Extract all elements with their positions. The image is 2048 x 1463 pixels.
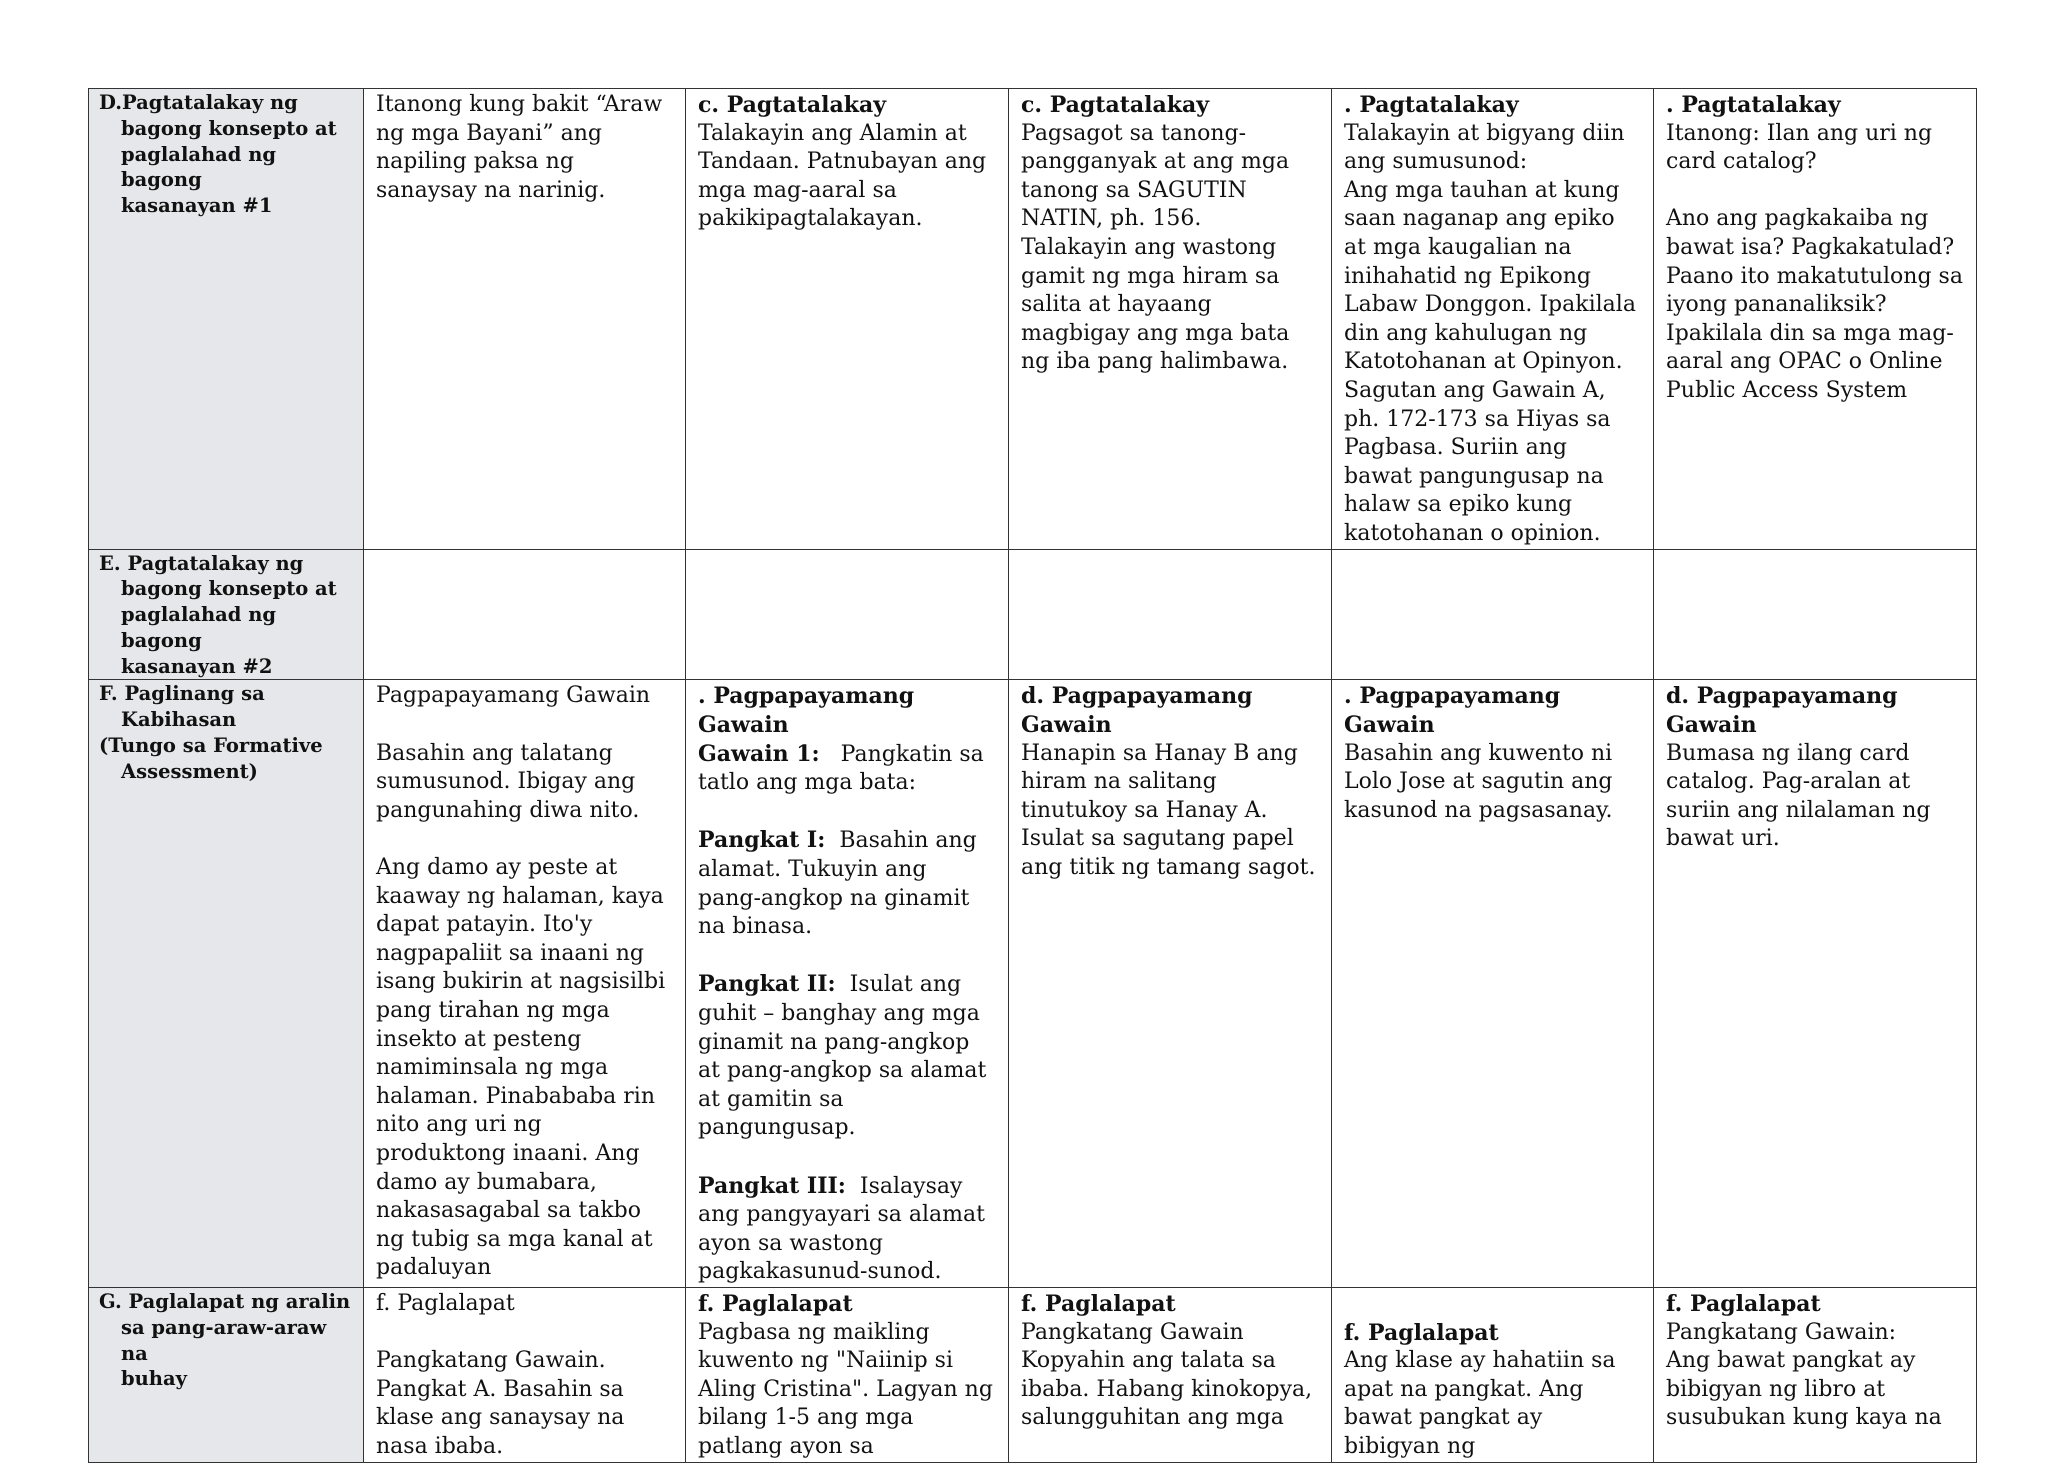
cell-f-day4 (1332, 680, 1654, 1287)
cell-d-day2 (686, 89, 1009, 550)
table-row-g (89, 1287, 1977, 1462)
cell-f-day5 (1654, 680, 1977, 1287)
cell-body: Talakayin at bigyang diin ang sumusunod: Ang mga tauhan at kung saan naganap ang epiko at mga kaugalian na inihahatid ng Epikong Labaw Donggon. Ipakilala din ang kahulugan ng Katotohanan at Opinyon. Sagutan ang Gawain A, ph. 172-173 sa Hiyas sa Pagbasa. Suriin ang bawat pangungusap na halaw sa epiko kung katotohanan o opinion. (1344, 120, 1636, 546)
cell-d-day4 (1332, 89, 1654, 550)
cell-e-day1 (364, 549, 686, 680)
cell-e-day5 (1654, 549, 1977, 680)
group-text: Isulat ang guhit – banghay ang mga ginamit na pang-angkop at pang-angkop sa alamat at gamitin sa pangungusap. (698, 972, 994, 1141)
table-row-e (89, 549, 1977, 680)
cell-title: d. Pagpapayamang Gawain (1021, 683, 1253, 739)
label-line: kasanayan #2 (121, 654, 273, 678)
cell-body: Basahin ang kuwento ni Lolo Jose at sagutin ang kasunod na pagsasanay. (1344, 740, 1620, 823)
group-pangkat-1 (698, 826, 996, 941)
cell-d-day3 (1009, 89, 1332, 550)
cell-e-day4 (1332, 549, 1654, 680)
cell-g-day5 (1654, 1287, 1977, 1462)
row-label-f (89, 680, 364, 1287)
cell-title: . Pagpapayamang Gawain (698, 683, 915, 739)
cell-title: . Pagtatalakay (1344, 92, 1519, 118)
table-row-d (89, 89, 1977, 550)
cell-body: Pagsagot sa tanong-pangganyak at ang mga tanong sa SAGUTIN NATIN, ph. 156. Talakayin ang wastong gamit ng mga hiram sa salita at hayaang magbigay ang mga bata ng iba pang halimbawa. (1021, 120, 1290, 375)
label-line: D.Pagtatalakay ng (99, 91, 298, 114)
label-line: (Tungo sa Formative (99, 734, 323, 758)
cell-title: f. Paglalapat (1666, 1290, 1821, 1317)
cell-title: . Pagtatalakay (1666, 92, 1841, 118)
group-lead: Gawain 1: (698, 740, 820, 767)
cell-f-day1 (364, 680, 686, 1287)
cell-g-day4 (1332, 1287, 1654, 1462)
label-line: kasanayan #1 (121, 194, 273, 218)
group-text: Isalaysay ang pangyayari sa alamat ayon sa wastong pagkakasunud-sunod. (698, 1173, 992, 1285)
cell-body: Pagbasa ng maikling kuwento ng "Naiinip si Aling Cristina". Lagyan ng bilang 1-5 ang mga patlang ayon sa (698, 1319, 1000, 1459)
group-text: Basahin ang alamat. Tukuyin ang pang-angkop na ginamit na binasa. (698, 828, 984, 940)
label-line: paglalahad ng bagong (121, 142, 277, 192)
cell-body: Talakayin ang Alamin at Tandaan. Patnubayan ang mga mag-aaral sa pakikipagtalakayan. (698, 120, 994, 232)
cell-body: Itanong: Ilan ang uri ng card catalog? Ano ang pagkakaiba ng bawat isa? Pagkakatulad? Paano ito makatutulong sa iyong pananaliksik? Ipakilala din sa mga mag-aaral ang OPAC o Online Public Access System (1666, 120, 1963, 403)
cell-g-day1 (364, 1287, 686, 1462)
cell-body: Hanapin sa Hanay B ang hiram na salitang tinutukoy sa Hanay A. Isulat sa sagutang papel ang titik ng tamang sagot. (1021, 740, 1316, 881)
cell-body: Pangkatang Gawain: Ang bawat pangkat ay bibigyan ng libro at susubukan kung kaya na (1666, 1319, 1942, 1431)
row-label-e (89, 549, 364, 680)
cell-g-day3 (1009, 1287, 1332, 1462)
group-lead: Pangkat II: (698, 971, 836, 998)
label-line: sa pang-araw-araw na (121, 1315, 327, 1365)
label-line: bagong konsepto at (121, 577, 337, 601)
group-lead: Pangkat III: (698, 1172, 846, 1199)
group-pangkat-2 (698, 970, 996, 1143)
cell-body: Pangkatang Gawain Kopyahin ang talata sa ibaba. Habang kinokopya, salungguhitan ang mga (1021, 1319, 1313, 1431)
label-line: Kabihasan (121, 708, 237, 732)
cell-g-day2 (686, 1287, 1009, 1462)
cell-title: f. Paglalapat (698, 1290, 853, 1317)
row-label-d (89, 89, 364, 550)
cell-d-day5 (1654, 89, 1977, 550)
group-gawain-1 (698, 740, 996, 798)
label-line: bagong konsepto at (121, 116, 337, 140)
cell-d-day1 (364, 89, 686, 550)
group-lead: Pangkat I: (698, 827, 826, 854)
label-line: Assessment) (121, 759, 258, 783)
table-row-f (89, 680, 1977, 1287)
label-line: F. Paglinang sa (99, 682, 265, 706)
cell-body: Pagpapayamang Gawain Basahin ang talatang sumusunod. Ibigay ang pangunahing diwa nito. Ang damo ay peste at kaaway ng halaman, kaya dapat patayin. Ito'y nagpapaliit sa inaani ng isang bukirin at nagsisilbi pang tirahan ng mga insekto at pesteng namiminsala ng mga halaman. Pinabababa rin nito ang uri ng produktong inaani. Ang damo ay bumabara, nakasasagabal sa takbo ng tubig sa mga kanal at padaluyan (376, 683, 666, 1281)
cell-body: f. Paglalapat Pangkatang Gawain. Pangkat A. Basahin sa klase ang sanaysay na nasa ibaba. (376, 1290, 625, 1459)
label-line: G. Paglalapat ng aralin (99, 1289, 351, 1313)
label-line: E. Pagtatalakay ng (99, 551, 304, 575)
cell-title: f. Paglalapat (1021, 1290, 1176, 1317)
cell-f-day2 (686, 680, 1009, 1287)
group-text: Pangkatin sa tatlo ang mga bata: (698, 741, 991, 796)
cell-e-day2 (686, 549, 1009, 680)
cell-body: Itanong kung bakit “Araw ng mga Bayani” ang napiling paksa ng sanaysay na narinig. (376, 92, 670, 203)
cell-title: d. Pagpapayamang Gawain (1666, 683, 1898, 739)
cell-body: Bumasa ng ilang card catalog. Pag-aralan at suriin ang nilalaman ng bawat uri. (1666, 740, 1938, 852)
row-label-g (89, 1287, 364, 1462)
group-pangkat-3 (698, 1172, 996, 1287)
cell-e-day3 (1009, 549, 1332, 680)
lesson-plan-table (88, 88, 1977, 1463)
cell-f-day3 (1009, 680, 1332, 1287)
cell-title: c. Pagtatalakay (1021, 92, 1210, 118)
cell-body: Ang klase ay hahatiin sa apat na pangkat. Ang bawat pangkat ay bibigyan ng (1344, 1348, 1623, 1459)
label-line: paglalahad ng bagong (121, 603, 277, 652)
label-line: buhay (121, 1367, 187, 1391)
cell-title: . Pagpapayamang Gawain (1344, 683, 1561, 739)
cell-title: f. Paglalapat (1344, 1319, 1499, 1346)
cell-title: c. Pagtatalakay (698, 92, 887, 118)
